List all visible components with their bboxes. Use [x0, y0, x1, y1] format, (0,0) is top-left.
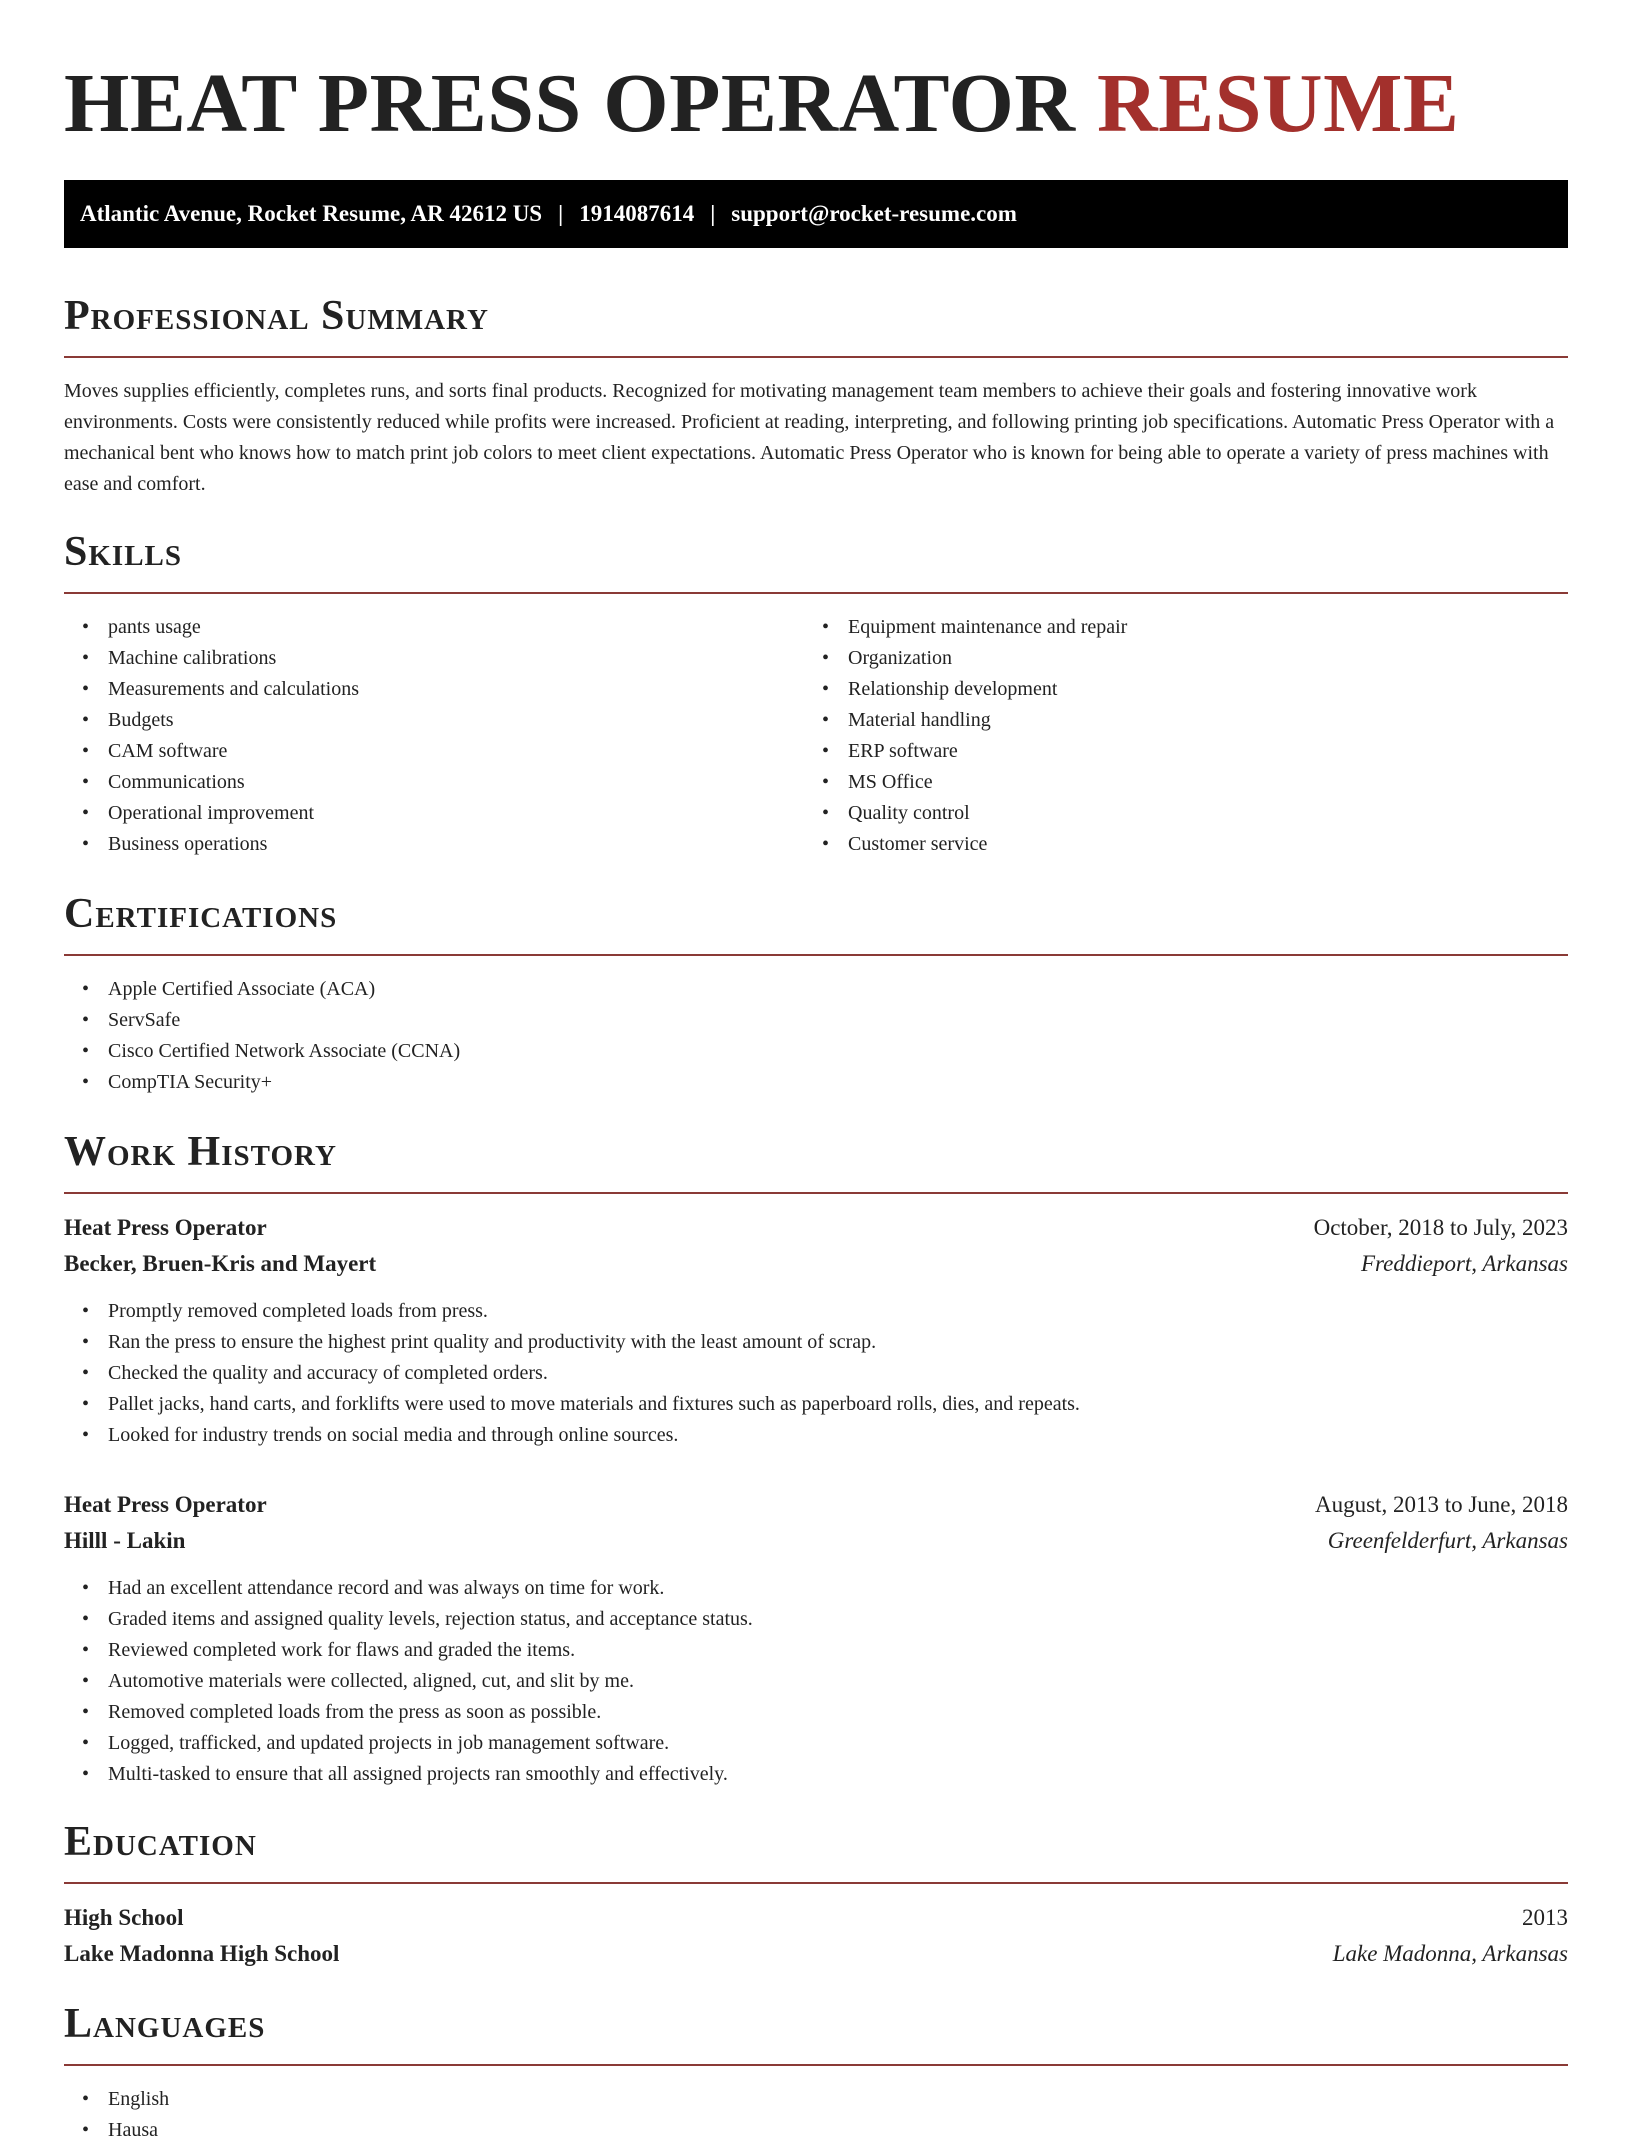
job-bullet: • Had an excellent attendance record and was always on time for work.	[108, 1573, 1568, 1604]
education-school: Lake Madonna High School	[64, 1941, 340, 1966]
job-bullet: • Reviewed completed work for flaws and graded the items.	[108, 1635, 1568, 1666]
skill-item: • Business operations	[108, 829, 804, 860]
skill-item: • CAM software	[108, 736, 804, 767]
job-company: Becker, Bruen-Kris and Mayert	[64, 1251, 377, 1276]
languages-list	[64, 2084, 1568, 2146]
education-degree: High School	[64, 1905, 184, 1930]
skill-item: • MS Office	[848, 767, 1544, 798]
job-company: Hilll - Lakin	[64, 1528, 186, 1553]
skill-item: • Measurements and calculations	[108, 674, 804, 705]
job-location: Greenfelderfurt, Arkansas	[1327, 1528, 1568, 1553]
contact-address: Atlantic Avenue, Rocket Resume, AR 42612 US	[80, 201, 543, 226]
certification-item: • ServSafe	[108, 1005, 1568, 1036]
skill-item: • Organization	[848, 643, 1544, 674]
job-bullets	[64, 1296, 1568, 1451]
job-dates: October, 2018 to July, 2023	[1313, 1215, 1568, 1240]
summary-text: Moves supplies efficiently, completes runs, and sorts final products. Recognized for motivating management team members to achieve their goals and fostering innovative work environments. Costs were consistently reduced while profits were increased. Proficient at reading, interpreting, and following printing job specifications. Automatic Press Operator with a mechanical bent who knows how to match print job colors to meet client expectations. Automatic Press Operator who is known for being able to operate a variety of press machines with ease and comfort.	[64, 380, 1555, 495]
job-head	[64, 1210, 1568, 1246]
skills-list-right	[804, 612, 1544, 860]
languages-heading: Languages	[64, 2001, 266, 2047]
title-accent: RESUME	[1097, 57, 1460, 150]
summary-heading: Professional Summary	[64, 293, 489, 339]
skill-item: • Material handling	[848, 705, 1544, 736]
skill-item: • Machine calibrations	[108, 643, 804, 674]
education-location: Lake Madonna, Arkansas	[1332, 1941, 1568, 1966]
job-bullet: • Graded items and assigned quality levels, rejection status, and acceptance status.	[108, 1604, 1568, 1635]
job-entry	[64, 1210, 1568, 1451]
contact-email[interactable]: support@rocket-resume.com	[731, 201, 1017, 226]
resume-title	[64, 48, 1568, 152]
language-item: • English	[108, 2084, 1568, 2115]
job-bullet: • Checked the quality and accuracy of completed orders.	[108, 1358, 1568, 1389]
job-head	[64, 1487, 1568, 1523]
contact-separator: |	[558, 201, 564, 226]
education-year: 2013	[1522, 1905, 1568, 1930]
skill-item: • Quality control	[848, 798, 1544, 829]
skill-item: • pants usage	[108, 612, 804, 643]
section-divider	[64, 2064, 1568, 2066]
contact-separator: |	[710, 201, 716, 226]
skills-heading: Skills	[64, 529, 183, 575]
skill-item: • Communications	[108, 767, 804, 798]
job-title: Heat Press Operator	[64, 1492, 267, 1517]
certification-item: • Apple Certified Associate (ACA)	[108, 974, 1568, 1005]
job-bullet: • Promptly removed completed loads from press.	[108, 1296, 1568, 1327]
job-bullet: • Removed completed loads from the press as soon as possible.	[108, 1697, 1568, 1728]
work-heading: Work History	[64, 1129, 337, 1175]
skills-section	[64, 526, 1568, 860]
section-divider	[64, 356, 1568, 358]
summary-section	[64, 290, 1568, 500]
skill-item: • Equipment maintenance and repair	[848, 612, 1544, 643]
certification-item: • CompTIA Security+	[108, 1067, 1568, 1098]
certifications-list	[64, 974, 1568, 1098]
skill-item: • Operational improvement	[108, 798, 804, 829]
job-bullet: • Ran the press to ensure the highest print quality and productivity with the least amount of scrap.	[108, 1327, 1568, 1358]
education-heading: Education	[64, 1819, 257, 1865]
job-bullet: • Multi-tasked to ensure that all assigned projects ran smoothly and effectively.	[108, 1759, 1568, 1790]
skill-item: • Customer service	[848, 829, 1544, 860]
job-dates: August, 2013 to June, 2018	[1315, 1492, 1568, 1517]
job-entry	[64, 1487, 1568, 1790]
title-main: HEAT PRESS OPERATOR	[64, 57, 1076, 150]
certifications-section	[64, 888, 1568, 1098]
section-divider	[64, 1192, 1568, 1194]
job-title: Heat Press Operator	[64, 1215, 267, 1240]
education-subhead	[64, 1936, 1568, 1972]
language-item: • Hausa	[108, 2115, 1568, 2146]
job-bullet: • Looked for industry trends on social media and through online sources.	[108, 1420, 1568, 1451]
certification-item: • Cisco Certified Network Associate (CCNA)	[108, 1036, 1568, 1067]
job-location: Freddieport, Arkansas	[1361, 1251, 1568, 1276]
contact-bar	[64, 180, 1568, 248]
skills-grid	[64, 594, 1568, 860]
job-bullets	[64, 1573, 1568, 1790]
job-bullet: • Pallet jacks, hand carts, and forklifts were used to move materials and fixtures such as paperboard rolls, dies, and repeats.	[108, 1389, 1568, 1420]
education-section	[64, 1816, 1568, 1972]
skill-item: • ERP software	[848, 736, 1544, 767]
skills-list-left	[64, 612, 804, 860]
contact-phone[interactable]: 1914087614	[579, 201, 695, 226]
job-subhead	[64, 1523, 1568, 1559]
job-bullet: • Logged, trafficked, and updated projects in job management software.	[108, 1728, 1568, 1759]
languages-section	[64, 1998, 1568, 2146]
work-section	[64, 1126, 1568, 1790]
skill-item: • Budgets	[108, 705, 804, 736]
job-subhead	[64, 1246, 1568, 1282]
job-bullet: • Automotive materials were collected, aligned, cut, and slit by me.	[108, 1666, 1568, 1697]
section-divider	[64, 1882, 1568, 1884]
education-head	[64, 1900, 1568, 1936]
section-divider	[64, 954, 1568, 956]
skill-item: • Relationship development	[848, 674, 1544, 705]
certifications-heading: Certifications	[64, 891, 338, 937]
